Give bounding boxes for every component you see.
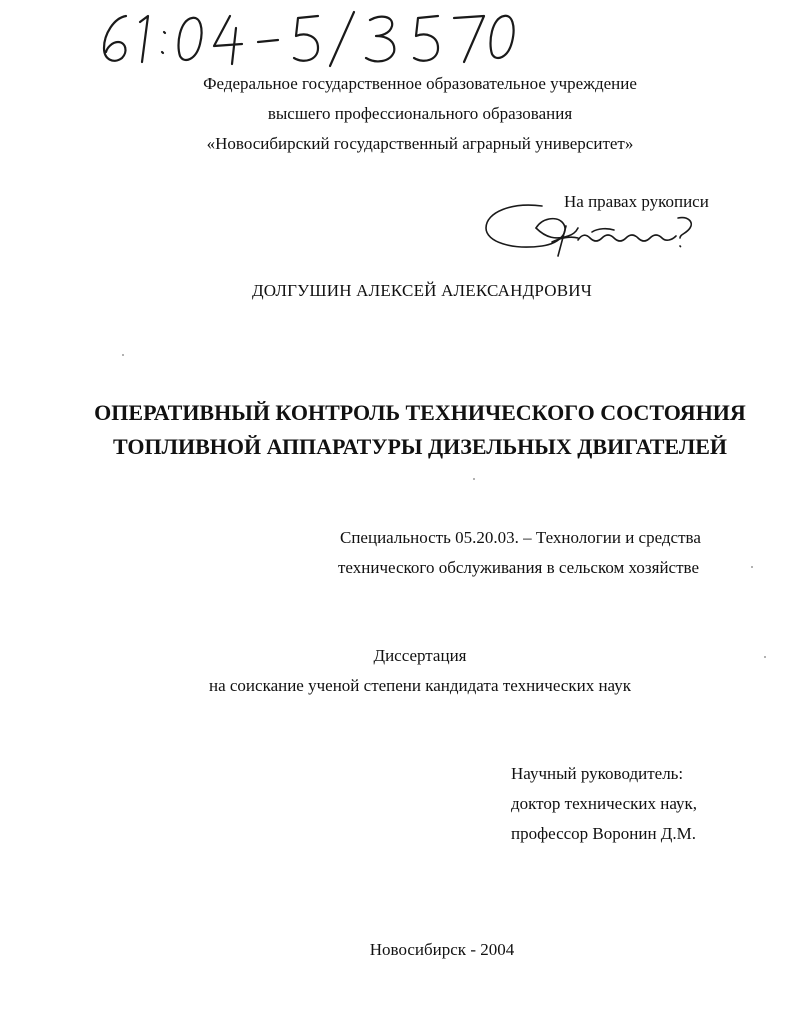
specialty-line-1: Специальность 05.20.03. – Технологии и средства bbox=[340, 528, 701, 547]
institution-line-2: высшего профессионального образования bbox=[267, 104, 573, 123]
city-year: Новосибирск - 2004 bbox=[369, 940, 515, 959]
scan-speck bbox=[764, 656, 766, 658]
manuscript-rights-label: На правах рукописи bbox=[564, 192, 709, 211]
institution-line-1: Федеральное государственное образовательное учреждение bbox=[203, 74, 637, 93]
advisor-degree: доктор технических наук, bbox=[511, 794, 698, 813]
advisor-name: профессор Воронин Д.М. bbox=[511, 824, 697, 843]
scan-speck bbox=[122, 354, 124, 356]
scan-speck bbox=[473, 478, 475, 480]
author-name: ДОЛГУШИН АЛЕКСЕЙ АЛЕКСАНДРОВИЧ bbox=[251, 281, 593, 300]
dissertation-degree: на соискание ученой степени кандидата технических наук bbox=[208, 676, 631, 695]
advisor-heading: Научный руководитель: bbox=[511, 764, 684, 783]
title-line-1: ОПЕРАТИВНЫЙ КОНТРОЛЬ ТЕХНИЧЕСКОГО СОСТОЯНИЯ bbox=[94, 400, 746, 425]
dissertation-label: Диссертация bbox=[373, 646, 467, 665]
handwritten-signature bbox=[482, 198, 706, 266]
specialty-line-2: технического обслуживания в сельском хозяйстве bbox=[338, 558, 699, 577]
handwritten-archive-number bbox=[92, 4, 532, 70]
title-line-2: ТОПЛИВНОЙ АППАРАТУРЫ ДИЗЕЛЬНЫХ ДВИГАТЕЛЕЙ bbox=[112, 434, 727, 459]
institution-line-3: «Новосибирский государственный аграрный университет» bbox=[206, 134, 634, 153]
scan-speck bbox=[751, 566, 753, 568]
